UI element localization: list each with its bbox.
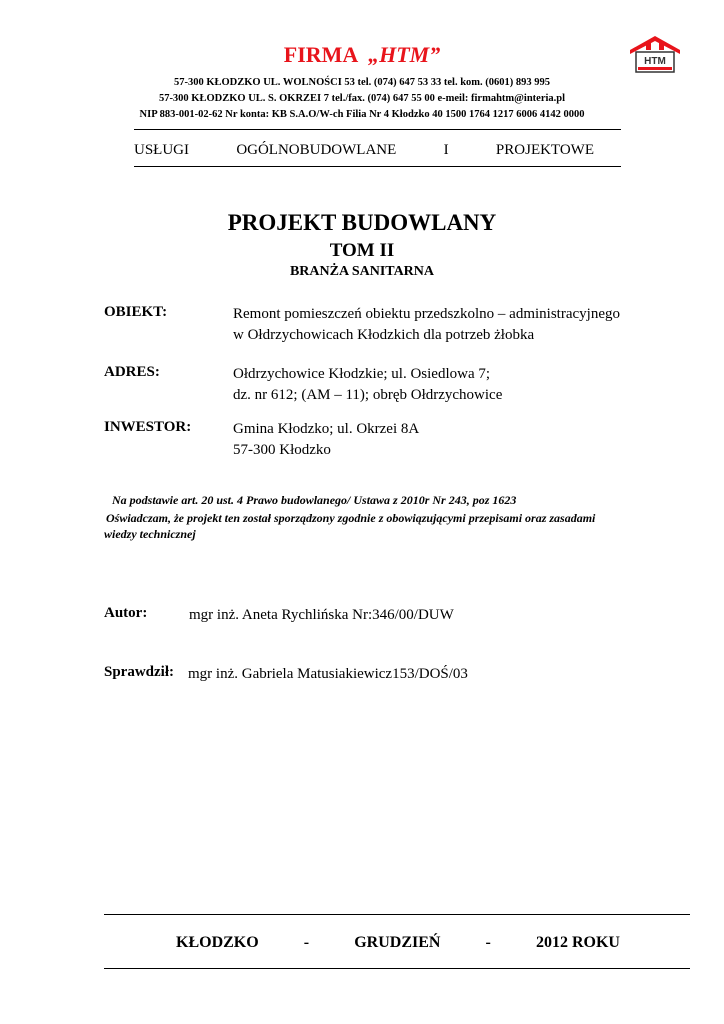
header-divider-top — [134, 129, 621, 130]
inwestor-label: INWESTOR: — [104, 419, 192, 435]
adres-line-2: dz. nr 612; (AM – 11); obręb Ołdrzychowice — [233, 387, 503, 403]
inwestor-value — [233, 419, 419, 461]
inwestor-line-2: 57-300 Kłodzko — [233, 442, 331, 458]
footer-year: 2012 ROKU — [535, 934, 620, 951]
autor-label: Autor: — [104, 605, 148, 621]
company-logo — [628, 34, 682, 74]
document-title: PROJEKT BUDOWLANY — [227, 210, 497, 235]
declaration-line-1: Oświadczam, że projekt ten został sporządzony zgodnie z obowiązującymi przepisami oraz zasadami — [106, 511, 596, 525]
services-word-4: PROJEKTOWE — [495, 142, 594, 158]
legal-basis-line: Na podstawie art. 20 ust. 4 Prawo budowlanego/ Ustawa z 2010r Nr 243, poz 1623 — [112, 493, 517, 507]
footer-place-date — [176, 934, 620, 952]
sprawdzil-label: Sprawdził: — [104, 664, 175, 680]
logo-text: HTM — [644, 56, 666, 67]
header-address-line-1: 57-300 KŁODZKO UL. WOLNOŚCI 53 tel. (074) 647 53 33 tel. kom. (0601) 893 995 — [173, 77, 551, 88]
footer-city: KŁODZKO — [176, 934, 259, 951]
header-address-line-2: 57-300 KŁODZKO UL. S. OKRZEI 7 tel./fax. (074) 647 55 00 e-meil: firmahtm@interia.pl — [158, 93, 566, 104]
firm-name: „HTM” — [368, 42, 441, 67]
autor-value: mgr inż. Aneta Rychlińska Nr:346/00/DUW — [189, 607, 454, 623]
branch-title: BRANŻA SANITARNA — [289, 264, 435, 279]
services-word-3: I — [443, 142, 449, 158]
obiekt-label: OBIEKT: — [104, 304, 168, 320]
footer-dash-2: - — [485, 934, 491, 951]
footer-month: GRUDZIEŃ — [354, 934, 441, 951]
house-logo-icon — [628, 34, 682, 74]
header-bank-line: NIP 883-001-02-62 Nr konta: KB S.A.O/W-ch Filia Nr 4 Kłodzko 40 1500 1764 1217 6006 4142 0000 — [139, 109, 585, 120]
header-divider-bottom — [134, 166, 621, 167]
firm-prefix: FIRMA — [283, 42, 369, 67]
volume-title: TOM II — [329, 240, 395, 261]
footer-divider-top — [104, 914, 690, 915]
footer-dash-1: - — [303, 934, 310, 951]
footer-divider-bottom — [104, 968, 690, 969]
services-line — [134, 142, 594, 159]
adres-value — [233, 364, 502, 406]
declaration-line-2: wiedzy technicznej — [104, 527, 196, 541]
services-word-1: USŁUGI — [134, 142, 189, 158]
obiekt-line-2: w Ołdrzychowicach Kłodzkich dla potrzeb żłobka — [233, 327, 535, 343]
sprawdzil-value: mgr inż. Gabriela Matusiakiewicz153/DOŚ/03 — [188, 666, 468, 682]
inwestor-line-1: Gmina Kłodzko; ul. Okrzei 8A — [233, 421, 420, 437]
adres-label: ADRES: — [104, 364, 160, 380]
services-word-2: OGÓLNOBUDOWLANE — [236, 142, 397, 158]
adres-line-1: Ołdrzychowice Kłodzkie; ul. Osiedlowa 7; — [233, 366, 491, 382]
obiekt-value — [233, 304, 620, 346]
firm-title — [0, 42, 724, 68]
obiekt-line-1: Remont pomieszczeń obiektu przedszkolno – administracyjnego — [233, 306, 620, 322]
